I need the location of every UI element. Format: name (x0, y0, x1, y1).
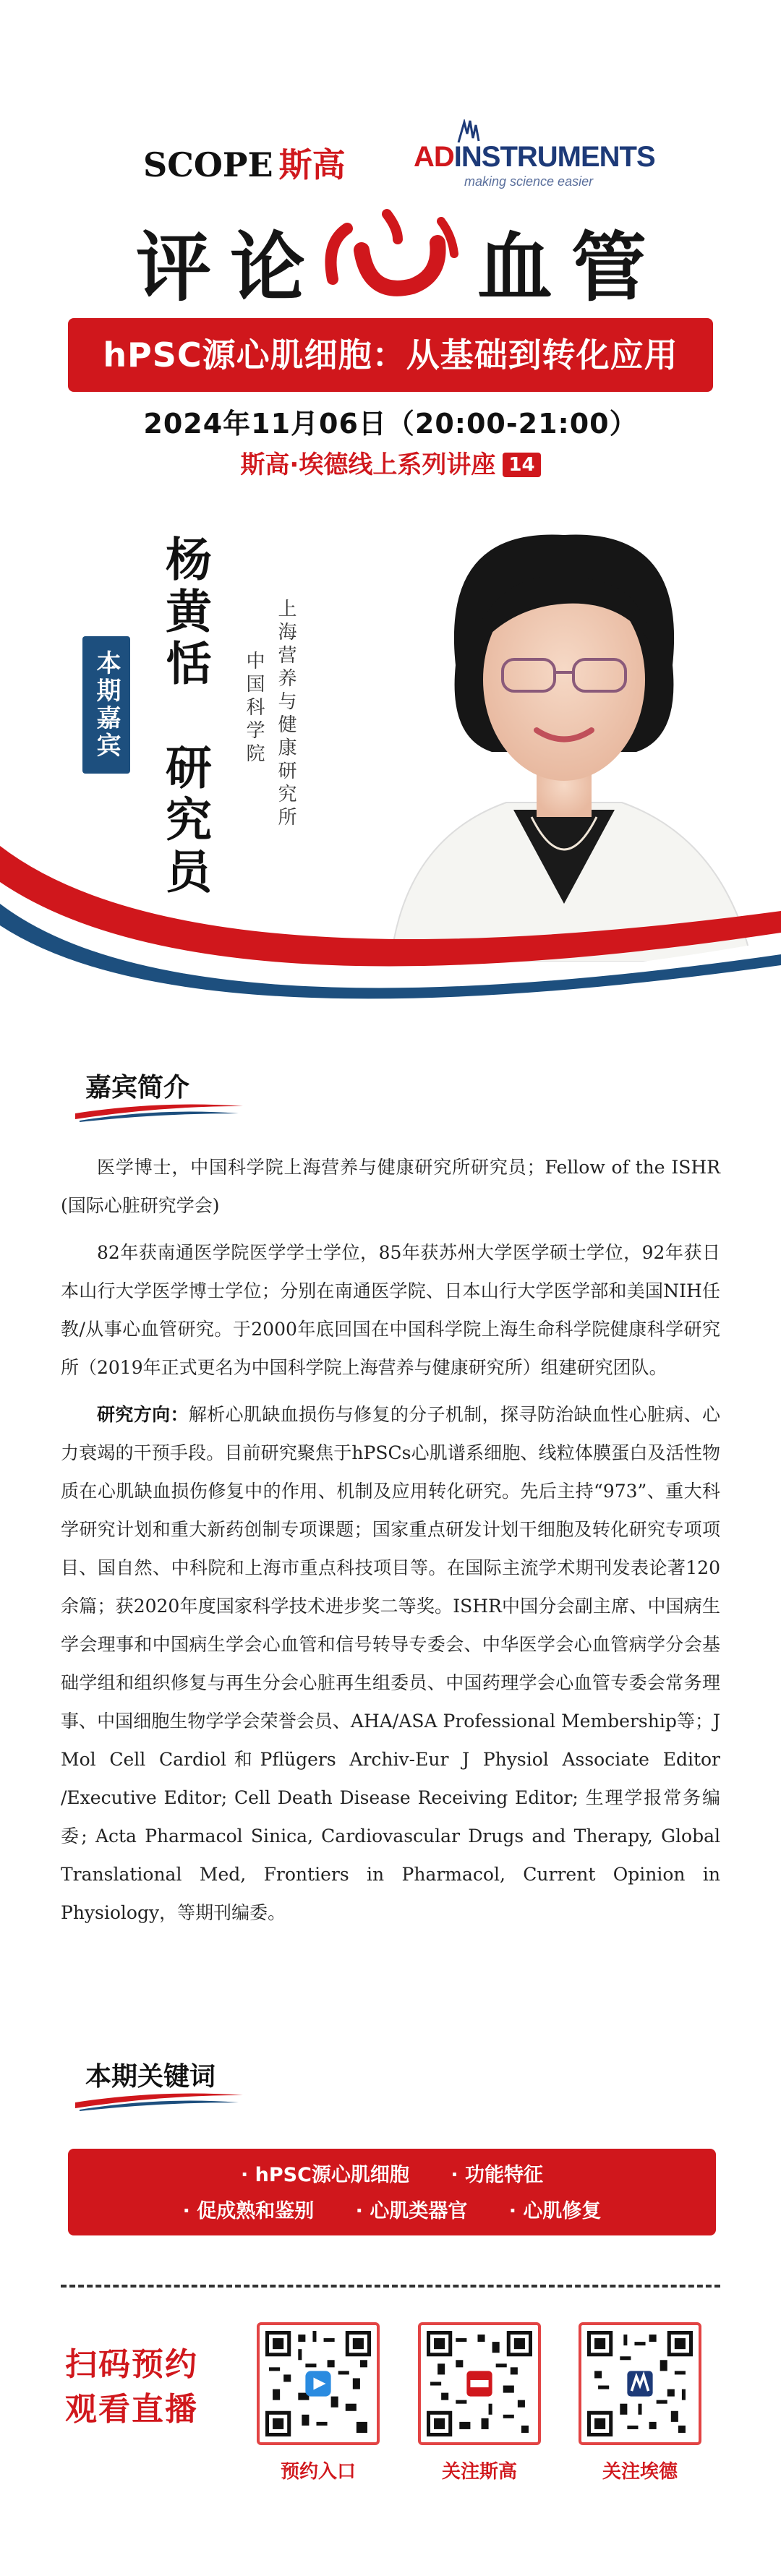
cta-line-2: 观看直播 (65, 2391, 198, 2428)
series-name: 斯高·埃德线上系列讲座 (240, 450, 496, 479)
series-title-char-1: 评 (136, 223, 212, 312)
keyword-item: · hPSC源心肌细胞 (240, 2164, 409, 2186)
qr-code-pattern (427, 2331, 532, 2436)
qr-code-reservation[interactable] (257, 2322, 380, 2445)
qr-label-reservation: 预约入口 (280, 2461, 356, 2483)
heart-brush-glyph (318, 200, 463, 308)
bio-heading: 嘉宾简介 (85, 1073, 190, 1103)
scope-logo-en: SCOPE (143, 145, 273, 184)
bio-paragraph-1: 医学博士，中国科学院上海营养与健康研究所研究员；Fellow of the ISHR (国际心脏研究学会) (61, 1157, 720, 1216)
scope-logo (143, 139, 346, 187)
qr-code-pattern (587, 2331, 693, 2436)
series-number-badge: 14 (503, 453, 540, 477)
adi-tagline: making science easier (464, 174, 594, 189)
series-title-char-4: 血 (477, 223, 553, 312)
bio-paragraph-3 (61, 1395, 720, 1932)
dashed-divider (61, 2285, 720, 2288)
event-date: 2024年11月06日（20:00-21:00） (143, 408, 638, 440)
research-direction-label: 研究方向： (97, 1404, 189, 1425)
decorative-swoosh (0, 803, 781, 1027)
scan-cta (65, 2342, 198, 2432)
research-direction-text: 解析心肌缺血损伤与修复的分子机制，探寻防治缺血性心脏病、心力衰竭的干预手段。目前研究聚焦于hPSCs心肌谱系细胞、线粒体膜蛋白及活性物质在心肌缺血损伤修复中的作用、机制及应用转化研究。先后主持“973”、重大科学研究计划和重大新药创制专项课题；国家重点研发计划干细胞及转化研究专项项目、国自然、中科院和上海市重点科技项目等。在国际主流学术期刊发表论著120余篇；获2020年度国家科学技术进步奖二等奖。ISHR中国分会副主席、中国病生学会理事和中国病生学会心血管和信号转导专委会、中华医学会心血管病学分会基础学组和组织修复与再生分会心脏再生组委员、中国药理学会心血管专委会常务理事、中国细胞生物学学会荣誉会员、AHA/ASA Professional Membership等；J Mol Cell Cardiol和Pflügers Archiv-Eur J Physiol Associate Editor /Executive Editor; Cell Death Disease Receiving Editor; 生理学报常务编委; Acta Pharmacol Sinica, Cardiovascular Drugs and Therapy, Global Translational Med, Frontiers in Pharmacol, Current Opinion in Physiology，等期刊编委。 (61, 1404, 720, 1923)
keywords-row-2 (68, 2195, 716, 2223)
qr-label-follow-adi: 关注埃德 (602, 2461, 678, 2483)
series-title (0, 200, 781, 312)
keywords-row-1 (68, 2159, 716, 2187)
adinstruments-logo (414, 119, 655, 189)
qr-code-follow-scope[interactable] (418, 2322, 541, 2445)
series-title-char-5: 管 (571, 223, 647, 312)
series-title-char-2: 论 (230, 223, 306, 312)
qr-label-follow-scope: 关注斯高 (441, 2461, 517, 2483)
keyword-item: · 心肌修复 (508, 2200, 602, 2222)
bio-heading-swoosh (72, 1099, 246, 1122)
guest-title: 研究员 (158, 743, 211, 899)
keyword-item: · 促成熟和鉴别 (182, 2200, 315, 2222)
guest-affiliation-1: 中国科学院 (243, 651, 265, 766)
poster-header (0, 0, 781, 1027)
cta-line-1: 扫码预约 (65, 2346, 198, 2383)
keyword-item: · 功能特征 (451, 2164, 543, 2186)
keywords-heading: 本期关键词 (85, 2062, 216, 2092)
guest-tag: 本期嘉宾 (82, 636, 130, 774)
guest-name: 杨黄恬 (158, 535, 211, 691)
keyword-item: · 心肌类器官 (355, 2200, 468, 2222)
scope-logo-cn: 斯高 (278, 145, 346, 184)
keywords-heading-swoosh (72, 2088, 246, 2111)
series-subtitle (0, 445, 781, 480)
bio-text (61, 1148, 720, 1940)
bio-paragraph-2: 82年获南通医学院医学学士学位，85年获苏州大学医学硕士学位，92年获日本山行大学医学博士学位；分别在南通医学院、日本山行大学医学部和美国NIH任教/从事心血管研究。于2000年底回国在中国科学院上海生命科学院健康科学研究所（2019年正式更名为中国科学院上海营养与健康研究所）组建研究团队。 (61, 1242, 720, 1378)
qr-code-pattern (265, 2331, 371, 2436)
topic-banner: hPSC源心肌细胞：从基础到转化应用 (68, 318, 713, 392)
adi-brand-text: ADINSTRUMENTS (414, 141, 655, 173)
keywords-box (68, 2149, 716, 2235)
guest-affiliation-2: 上海营养与健康研究所 (275, 599, 296, 830)
qr-code-follow-adi[interactable] (579, 2322, 701, 2445)
